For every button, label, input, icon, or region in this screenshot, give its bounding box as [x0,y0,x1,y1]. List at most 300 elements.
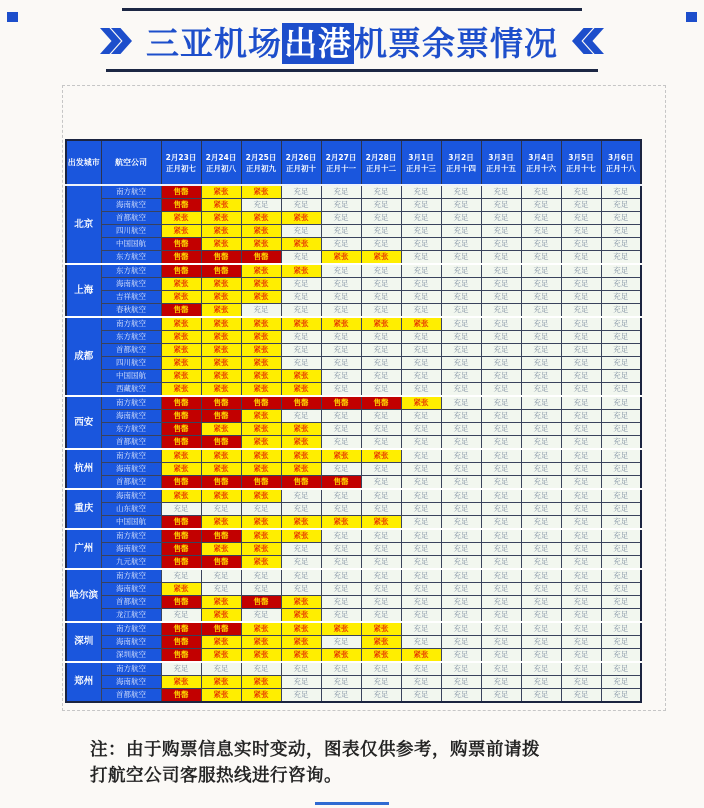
status-cell: 紧张 [241,489,281,503]
status-cell: 充足 [441,304,481,318]
status-cell: 充足 [601,225,641,238]
status-cell: 充足 [281,662,321,676]
status-cell: 紧张 [241,436,281,450]
status-cell: 充足 [521,676,561,689]
status-cell: 充足 [321,676,361,689]
status-cell: 充足 [521,529,561,543]
status-cell: 充足 [281,689,321,703]
status-cell: 充足 [521,344,561,357]
table-header [66,140,641,185]
status-cell: 充足 [601,278,641,291]
status-cell: 充足 [441,583,481,596]
status-cell: 充足 [441,436,481,450]
status-cell: 紧张 [241,357,281,370]
status-cell: 紧张 [161,344,201,357]
airline-cell: 南方航空 [101,185,161,199]
table-row [66,396,641,410]
status-cell: 充足 [401,199,441,212]
status-cell: 紧张 [281,212,321,225]
status-cell: 充足 [361,304,401,318]
status-cell: 紧张 [161,583,201,596]
status-cell: 充足 [601,357,641,370]
status-cell: 充足 [361,344,401,357]
status-cell: 充足 [321,463,361,476]
status-cell: 紧张 [201,463,241,476]
status-cell: 充足 [201,583,241,596]
status-cell: 售罄 [161,251,201,265]
status-cell: 紧张 [321,516,361,530]
status-cell: 充足 [361,503,401,516]
note-line1: 注：由于购票信息实时变动，图表仅供参考，购票前请拨 [90,740,540,760]
airline-cell: 海南航空 [101,410,161,423]
table-row [66,304,641,318]
status-cell: 充足 [361,423,401,436]
date-header: 3月4日 正月十六 [521,140,561,185]
status-cell: 充足 [241,304,281,318]
status-cell: 充足 [441,317,481,331]
status-cell: 充足 [361,569,401,583]
status-cell: 售罄 [161,543,201,556]
status-cell: 充足 [361,543,401,556]
status-cell: 充足 [401,529,441,543]
status-cell: 充足 [601,238,641,251]
status-cell: 充足 [321,344,361,357]
airline-cell: 四川航空 [101,225,161,238]
status-cell: 充足 [281,676,321,689]
status-cell: 售罄 [241,396,281,410]
airline-cell: 东方航空 [101,423,161,436]
status-cell: 充足 [561,596,601,609]
status-cell: 充足 [601,304,641,318]
table-panel [62,85,666,711]
status-cell: 充足 [241,662,281,676]
status-cell: 充足 [401,304,441,318]
status-cell: 充足 [481,676,521,689]
status-cell: 充足 [561,185,601,199]
status-cell: 充足 [601,344,641,357]
status-cell: 充足 [361,383,401,397]
status-cell: 充足 [441,410,481,423]
airline-cell: 东方航空 [101,331,161,344]
status-cell: 充足 [601,662,641,676]
status-cell: 紧张 [241,317,281,331]
date-header: 3月2日 正月十四 [441,140,481,185]
status-cell: 充足 [401,516,441,530]
status-cell: 紧张 [241,238,281,251]
title-bottom-rule [106,69,598,72]
status-cell: 紧张 [281,238,321,251]
city-cell: 哈尔滨 [66,569,101,622]
status-cell: 紧张 [201,291,241,304]
status-cell: 充足 [321,238,361,251]
status-cell: 紧张 [241,556,281,570]
table-row [66,489,641,503]
status-cell: 紧张 [321,622,361,636]
airline-cell: 中国国航 [101,370,161,383]
status-cell: 充足 [561,225,601,238]
status-cell: 紧张 [201,649,241,663]
status-cell: 充足 [481,396,521,410]
status-cell: 充足 [601,636,641,649]
status-cell: 充足 [521,476,561,490]
title-top-rule [122,8,582,11]
status-cell: 充足 [401,278,441,291]
status-cell: 紧张 [241,185,281,199]
status-cell: 充足 [561,264,601,278]
status-cell: 充足 [361,331,401,344]
table-row [66,410,641,423]
status-cell: 充足 [521,331,561,344]
status-cell: 充足 [521,291,561,304]
status-cell: 紧张 [161,370,201,383]
status-cell: 充足 [401,556,441,570]
status-cell: 充足 [281,489,321,503]
status-cell: 售罄 [241,476,281,490]
status-cell: 充足 [521,225,561,238]
status-cell: 充足 [441,199,481,212]
status-cell: 紧张 [361,649,401,663]
date-header: 2月24日 正月初八 [201,140,241,185]
status-cell: 紧张 [361,636,401,649]
status-cell: 充足 [321,569,361,583]
airline-cell: 南方航空 [101,396,161,410]
status-cell: 充足 [361,238,401,251]
status-cell: 充足 [521,436,561,450]
status-cell: 充足 [561,503,601,516]
status-cell: 紧张 [241,449,281,463]
status-cell: 充足 [361,185,401,199]
status-cell: 充足 [401,225,441,238]
status-cell: 充足 [601,622,641,636]
status-cell: 充足 [561,238,601,251]
status-cell: 充足 [521,304,561,318]
ticket-table [65,139,642,703]
status-cell: 充足 [321,383,361,397]
airline-cell: 首都航空 [101,689,161,703]
status-cell: 充足 [521,238,561,251]
status-cell: 紧张 [241,676,281,689]
status-cell: 充足 [401,689,441,703]
status-cell: 充足 [561,291,601,304]
status-cell: 充足 [601,649,641,663]
status-cell: 紧张 [201,596,241,609]
table-row [66,463,641,476]
status-cell: 充足 [361,410,401,423]
status-cell: 售罄 [201,251,241,265]
status-cell: 充足 [561,543,601,556]
status-cell: 售罄 [201,436,241,450]
status-cell: 紧张 [201,304,241,318]
status-cell: 充足 [601,476,641,490]
status-cell: 充足 [441,543,481,556]
status-cell: 充足 [441,344,481,357]
status-cell: 充足 [441,622,481,636]
status-cell: 充足 [281,543,321,556]
status-cell: 充足 [481,423,521,436]
table-row [66,583,641,596]
status-cell: 售罄 [161,649,201,663]
status-cell: 充足 [361,463,401,476]
status-cell: 充足 [481,636,521,649]
status-cell: 充足 [601,264,641,278]
status-cell: 充足 [601,529,641,543]
status-cell: 充足 [601,596,641,609]
status-cell: 充足 [401,543,441,556]
status-cell: 充足 [281,251,321,265]
status-cell: 充足 [401,609,441,623]
status-cell: 充足 [321,199,361,212]
city-cell: 成都 [66,317,101,396]
status-cell: 充足 [401,596,441,609]
status-cell: 紧张 [201,278,241,291]
status-cell: 充足 [401,344,441,357]
status-cell: 紧张 [161,331,201,344]
status-cell: 充足 [401,662,441,676]
status-cell: 充足 [561,317,601,331]
status-cell: 紧张 [201,516,241,530]
status-cell: 充足 [321,357,361,370]
airline-cell: 海南航空 [101,489,161,503]
status-cell: 充足 [281,278,321,291]
status-cell: 充足 [321,436,361,450]
table-row [66,331,641,344]
status-cell: 紧张 [281,622,321,636]
table-row [66,503,641,516]
status-cell: 充足 [521,423,561,436]
status-cell: 充足 [481,238,521,251]
status-cell: 充足 [441,476,481,490]
city-cell: 杭州 [66,449,101,489]
status-cell: 充足 [321,689,361,703]
status-cell: 充足 [441,609,481,623]
status-cell: 紧张 [201,489,241,503]
status-cell: 充足 [521,543,561,556]
table-row [66,436,641,450]
status-cell: 充足 [561,676,601,689]
table-row [66,516,641,530]
status-cell: 充足 [481,609,521,623]
status-cell: 充足 [481,503,521,516]
status-cell: 充足 [281,291,321,304]
status-cell: 紧张 [281,370,321,383]
status-cell: 充足 [601,449,641,463]
status-cell: 充足 [361,212,401,225]
table-row [66,199,641,212]
status-cell: 充足 [481,449,521,463]
status-cell: 充足 [321,636,361,649]
status-cell: 充足 [201,569,241,583]
status-cell: 充足 [601,212,641,225]
status-cell: 充足 [321,225,361,238]
status-cell: 充足 [481,583,521,596]
status-cell: 充足 [321,185,361,199]
status-cell: 售罄 [161,556,201,570]
status-cell: 充足 [361,476,401,490]
status-cell: 充足 [561,556,601,570]
status-cell: 充足 [441,357,481,370]
status-cell: 售罄 [161,423,201,436]
status-cell: 售罄 [241,251,281,265]
status-cell: 充足 [401,331,441,344]
status-cell: 紧张 [201,238,241,251]
airline-cell: 东方航空 [101,251,161,265]
airline-cell: 首都航空 [101,436,161,450]
status-cell: 充足 [481,251,521,265]
status-cell: 充足 [521,396,561,410]
status-cell: 充足 [481,185,521,199]
status-cell: 充足 [601,516,641,530]
status-cell: 充足 [481,596,521,609]
status-cell: 充足 [601,689,641,703]
status-cell: 充足 [441,251,481,265]
city-cell: 北京 [66,185,101,264]
status-cell: 紧张 [161,489,201,503]
status-cell: 充足 [521,449,561,463]
airline-cell: 南方航空 [101,449,161,463]
status-cell: 充足 [361,370,401,383]
status-cell: 紧张 [241,516,281,530]
status-cell: 充足 [601,503,641,516]
status-cell: 充足 [481,199,521,212]
status-cell: 充足 [321,410,361,423]
status-cell: 充足 [441,331,481,344]
table-row [66,543,641,556]
status-cell: 充足 [441,463,481,476]
airline-cell: 南方航空 [101,569,161,583]
status-cell: 售罄 [321,476,361,490]
status-cell: 充足 [281,556,321,570]
status-cell: 紧张 [401,396,441,410]
status-cell: 紧张 [321,251,361,265]
status-cell: 充足 [481,463,521,476]
status-cell: 紧张 [241,622,281,636]
corner-header: 航空公司 [101,140,161,185]
status-cell: 充足 [561,383,601,397]
status-cell: 充足 [561,609,601,623]
status-cell: 充足 [321,662,361,676]
status-cell: 紧张 [241,291,281,304]
status-cell: 紧张 [321,317,361,331]
status-cell: 充足 [561,331,601,344]
city-cell: 西安 [66,396,101,449]
status-cell: 紧张 [281,449,321,463]
status-cell: 充足 [561,476,601,490]
status-cell: 充足 [561,583,601,596]
status-cell: 充足 [521,556,561,570]
status-cell: 售罄 [201,622,241,636]
status-cell: 充足 [241,199,281,212]
status-cell: 充足 [441,516,481,530]
status-cell: 紧张 [281,529,321,543]
status-cell: 充足 [401,676,441,689]
status-cell: 充足 [601,489,641,503]
status-cell: 充足 [441,503,481,516]
status-cell: 充足 [561,344,601,357]
status-cell: 充足 [601,317,641,331]
status-cell: 充足 [441,636,481,649]
airline-cell: 首都航空 [101,596,161,609]
date-header: 3月6日 正月十八 [601,140,641,185]
status-cell: 紧张 [241,529,281,543]
status-cell: 充足 [521,251,561,265]
status-cell: 售罄 [161,516,201,530]
status-cell: 充足 [441,556,481,570]
page-title [146,18,558,65]
status-cell: 充足 [401,622,441,636]
status-cell: 售罄 [321,396,361,410]
table-row [66,662,641,676]
status-cell: 充足 [481,357,521,370]
status-cell: 紧张 [201,370,241,383]
status-cell: 紧张 [201,676,241,689]
status-cell: 充足 [521,212,561,225]
status-cell: 充足 [601,370,641,383]
status-cell: 充足 [361,583,401,596]
status-cell: 紧张 [201,689,241,703]
disclaimer-note [90,737,648,789]
status-cell: 充足 [281,344,321,357]
status-cell: 充足 [601,569,641,583]
status-cell: 充足 [241,583,281,596]
status-cell: 售罄 [201,476,241,490]
status-cell: 售罄 [161,596,201,609]
status-cell: 充足 [521,622,561,636]
city-cell: 郑州 [66,662,101,702]
status-cell: 充足 [441,662,481,676]
status-cell: 售罄 [281,396,321,410]
status-cell: 售罄 [161,622,201,636]
status-cell: 紧张 [361,516,401,530]
date-header: 3月3日 正月十五 [481,140,521,185]
table-row [66,370,641,383]
status-cell: 充足 [361,436,401,450]
status-cell: 充足 [321,423,361,436]
status-cell: 充足 [481,489,521,503]
status-cell: 紧张 [241,383,281,397]
table-row [66,278,641,291]
table-row [66,569,641,583]
status-cell: 充足 [481,662,521,676]
status-cell: 充足 [361,556,401,570]
airline-cell: 南方航空 [101,317,161,331]
status-cell: 充足 [521,503,561,516]
status-cell: 充足 [521,317,561,331]
status-cell: 紧张 [201,423,241,436]
table-row [66,476,641,490]
status-cell: 紧张 [281,609,321,623]
status-cell: 充足 [561,569,601,583]
status-cell: 充足 [361,357,401,370]
status-cell: 充足 [361,676,401,689]
status-cell: 充足 [561,449,601,463]
status-cell: 售罄 [201,264,241,278]
corner-header: 出发城市 [66,140,101,185]
status-cell: 充足 [441,291,481,304]
status-cell: 充足 [401,436,441,450]
status-cell: 充足 [561,423,601,436]
status-cell: 充足 [441,529,481,543]
status-cell: 充足 [521,662,561,676]
table-row [66,676,641,689]
status-cell: 充足 [601,410,641,423]
status-cell: 充足 [441,185,481,199]
table-row [66,636,641,649]
status-cell: 充足 [321,489,361,503]
airline-cell: 山东航空 [101,503,161,516]
status-cell: 充足 [441,370,481,383]
status-cell: 充足 [401,291,441,304]
status-cell: 充足 [361,199,401,212]
